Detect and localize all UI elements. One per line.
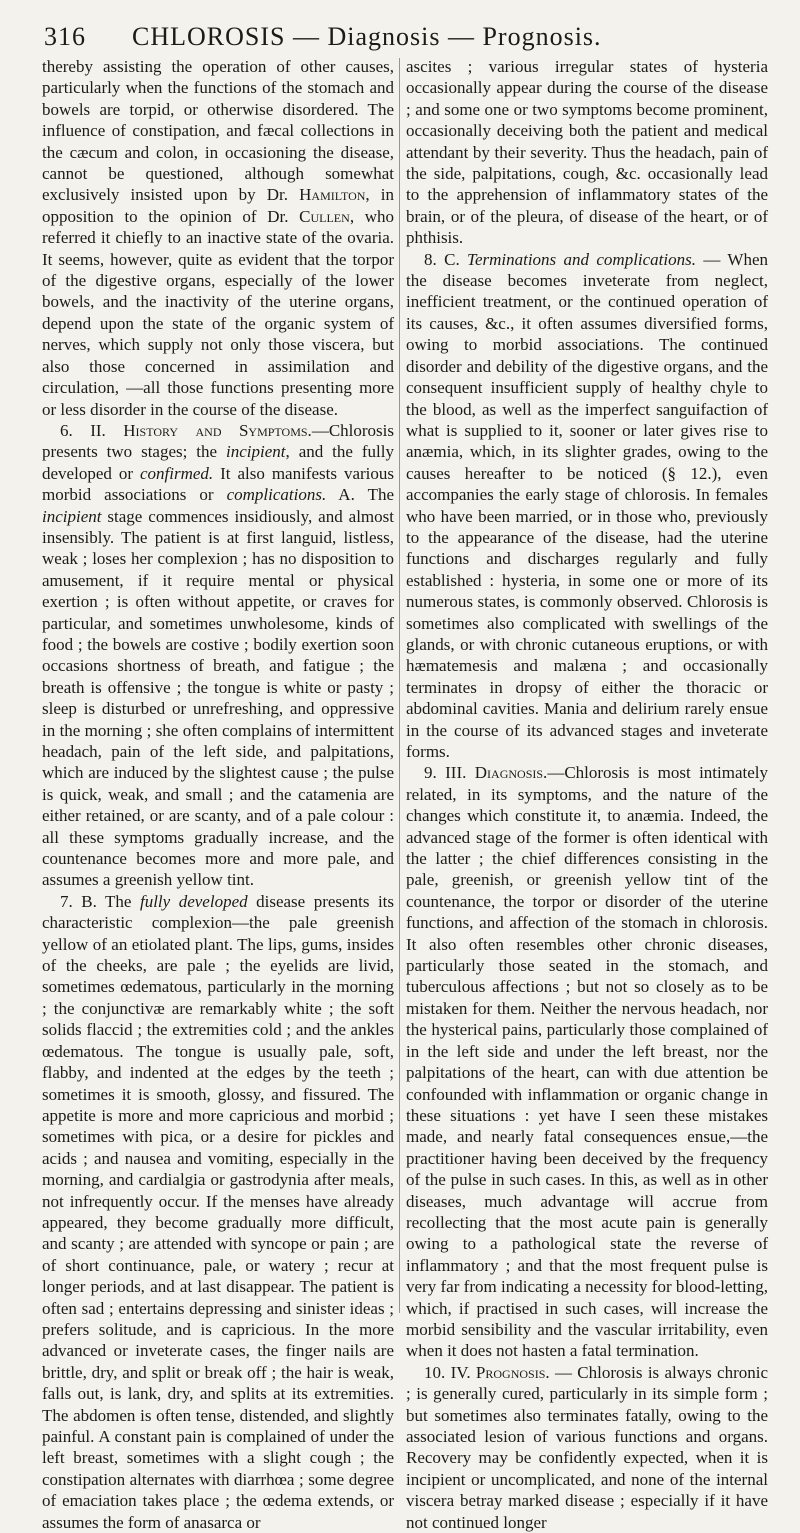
text-run: thereby assisting the operation of other causes, particularly when the functions of the stomach and bowels are torpid, or otherwise disordered. The influence of constipation, and fæcal collections in the cæcum and colon, in occasioning the disease, cannot be questioned, although somewhat exclusively insisted upon by Dr. bbox=[42, 57, 394, 205]
section-heading-terminations: Terminations and complications. bbox=[467, 249, 696, 269]
subsection-label: 7. B. The bbox=[60, 891, 140, 911]
section-heading-prognosis: Prognosis. bbox=[475, 1362, 550, 1382]
text-run: stage commences insidiously, and almost insensibly. The patient is at first languid, listless, weak ; loses her complexion ; has no disposition to amusement, if it require mental or physical exertion ; is often without appetite, or craves for particular, and sometimes unwholesome, kinds of food ; the bowels are costive ; bodily exertion soon occasions shortness of breath, and fatigue ; the breath is offensive ; the tongue is white or pasty ; sleep is disturbed or unrefreshing, and oppressive in the morning ; she often complains of intermittent headach, pain of the left side, and palpitations, which are induced by the slightest cause ; the pulse is quick, weak, and small ; and the catamenia are either retained, or are scanty, and of a pale colour : all these symptoms gradually increase, and the countenance becomes more and more pale, and assumes a greenish yellow tint. bbox=[42, 506, 394, 890]
text-run: —Chlorosis presents two stages; the bbox=[42, 420, 394, 462]
paragraph-terminations bbox=[406, 249, 768, 763]
emphasis: incipient bbox=[42, 506, 102, 526]
subsection-label: 8. C. bbox=[424, 249, 468, 269]
emphasis: incipient bbox=[226, 442, 286, 462]
page-number: 316 bbox=[44, 22, 86, 51]
section-number: 6. II. bbox=[60, 420, 124, 440]
section-heading-diagnosis: Diagnosis. bbox=[474, 763, 548, 783]
emphasis: complications. bbox=[226, 485, 327, 505]
subsection-label: A. The bbox=[326, 485, 395, 505]
paragraph-diagnosis bbox=[406, 762, 768, 1361]
author-name-cullen: Cullen bbox=[299, 206, 350, 226]
section-number: 9. III. bbox=[424, 763, 475, 783]
paragraph-continued: ascites ; various irregular states of hysteria occasionally appear during the course of the disease ; and some one or two symptoms become prominent, occasionally deceiving both the patient and medical attendant by their severity. Thus the headach, pain of the side, palpitations, cough, &c. occasionally lead to the apprehension of inflammatory states of the brain, or of the pleura, of disease of the heart, or of phthisis. bbox=[406, 57, 768, 248]
paragraph-prognosis bbox=[406, 1362, 768, 1533]
text-run: — Chlorosis is always chronic ; is generally cured, particularly in its simple form ; but sometimes also terminates fatally, owing to the associated lesion of various functions and organs. Recovery may be confidently expected, when it is incipient or uncomplicated, and none of the internal viscera betray marked disease ; especially if it have not continued longer bbox=[406, 1362, 769, 1532]
emphasis: fully developed bbox=[139, 891, 248, 911]
text-run: disease presents its characteristic complexion—the pale greenish yellow of an etiolated plant. The lips, gums, insides of the cheeks, are pale ; the eyelids are livid, sometimes œdematous, particularly in the morning ; the conjunctivæ are remarkably white ; the soft solids flaccid ; the extremities cold ; and the ankles œdematous. The tongue is usually pale, soft, flabby, and indented at the edges by the teeth ; sometimes it is smooth, glossy, and fissured. The appetite is more and more capricious and morbid ; sometimes with pica, or a desire for pickles and acids ; and nausea and vomiting, especially in the morning, and cardialgia or gastrodynia after meals, not infrequently occur. If the menses have already appeared, they become gradually more difficult, and scanty ; are attended with syncope or pain ; are of short continuance, pale, or watery ; recur at longer periods, and at last disappear. The patient is often sad ; entertains depressing and sinister ideas ; prefers solitude, and is capricious. In the more advanced or inveterate cases, the finger nails are brittle, dry, and split or break off ; the hair is weak, falls out, is lank, dry, and splits at its extremities. The abdomen is often tense, distended, and slightly painful. A constant pain is complained of under the left breast, sometimes with a slight cough ; the constipation alternates with diarrhœa ; some degree of emaciation takes place ; the œdema extends, or assumes the form of anasarca or bbox=[42, 891, 395, 1532]
left-column bbox=[42, 56, 395, 1532]
running-title: CHLOROSIS — Diagnosis — Prognosis. bbox=[132, 22, 602, 51]
text-run: — When the disease becomes inveterate from neglect, inefficient treatment, or the continued operation of its causes, &c., it often assumes diversified forms, owing to morbid associations. The continued disorder and debility of the digestive organs, and the consequent insufficient supply of healthy chyle to the blood, as well as the imperfect sanguifaction of what is supplied to it, sooner or later gives rise to anæmia, which, in its slighter grades, owing to the causes hereafter to be noticed (§ 12.), even accompanies the early stage of chlorosis. In females who have been married, or in those who, previously to the appearance of the disease, had the uterine functions and discharges regularly and fully established : hysteria, in some one or more of its numerous states, is commonly observed. Chlorosis is sometimes also complicated with swellings of the glands, or with chronic cutaneous eruptions, or with hæmatemesis and malæna ; and occasionally terminates in dropsy of either the thoracic or abdominal cavities. Mania and delirium rarely ensue in the course of its advanced stages and inveterate forms. bbox=[406, 249, 768, 761]
paragraph-history-symptoms bbox=[42, 420, 394, 891]
text-run: , who referred it chiefly to an inactive state of the ovaria. It seems, however, quite as evident that the torpor of the digestive organs, especially of the lower bowels, and the inactivity of the uterine organs, depend upon the state of the organic system of nerves, which supply not only those viscera, but also those concerned in assimilation and circulation, —all those functions presenting more or less disorder in the course of the disease. bbox=[42, 206, 395, 419]
right-column bbox=[406, 56, 769, 1532]
column-divider bbox=[399, 58, 400, 1313]
text-run: , in opposition to the opinion of Dr. bbox=[42, 185, 394, 226]
section-heading-history: History and Symptoms. bbox=[123, 420, 312, 440]
text-run: , and the fully developed or bbox=[42, 442, 394, 483]
paragraph-fully-developed bbox=[42, 891, 394, 1533]
author-name-hamilton: Hamilton bbox=[299, 185, 366, 205]
emphasis: confirmed. bbox=[139, 463, 214, 483]
section-number: 10. IV. bbox=[424, 1362, 476, 1382]
paragraph-causes bbox=[42, 56, 394, 420]
text-run: —Chlorosis is most intimately related, in its symptoms, and the nature of the changes which constitute it, to anæmia. Indeed, the advanced stage of the former is often identical with the latter ; the chief differences consisting in the pale, greenish, or greenish yellow tint of the countenance, the torpor or disorder of the uterine functions, and affection of the stomach in chlorosis. It also often resembles other chronic diseases, particularly those seated in the stomach, and tuberculous affections ; but not so closely as to be mistaken for them. Neither the nervous headach, nor the hysterical pains, particularly those complained of in the left side and under the left breast, nor the palpitations of the heart, can with due attention be confounded with inflammation or organic change in these situations : yet have I seen these mistakes made, and nearly fatal consequences ensue,—the practitioner having been deceived by the frequency of the pulse in such cases. In this, as well as in other diseases, much advantage will accrue from recollecting that the most acute pain is generally owing to a pathological state the reverse of inflammatory ; and that the most frequent pulse is very far from indicating a necessity for blood-letting, which, if practised in such cases, will increase the morbid sensibility and the vascular irritability, even when it does not hasten a fatal termination. bbox=[406, 763, 769, 1361]
text-run: It also manifests various morbid associations or bbox=[42, 463, 394, 505]
